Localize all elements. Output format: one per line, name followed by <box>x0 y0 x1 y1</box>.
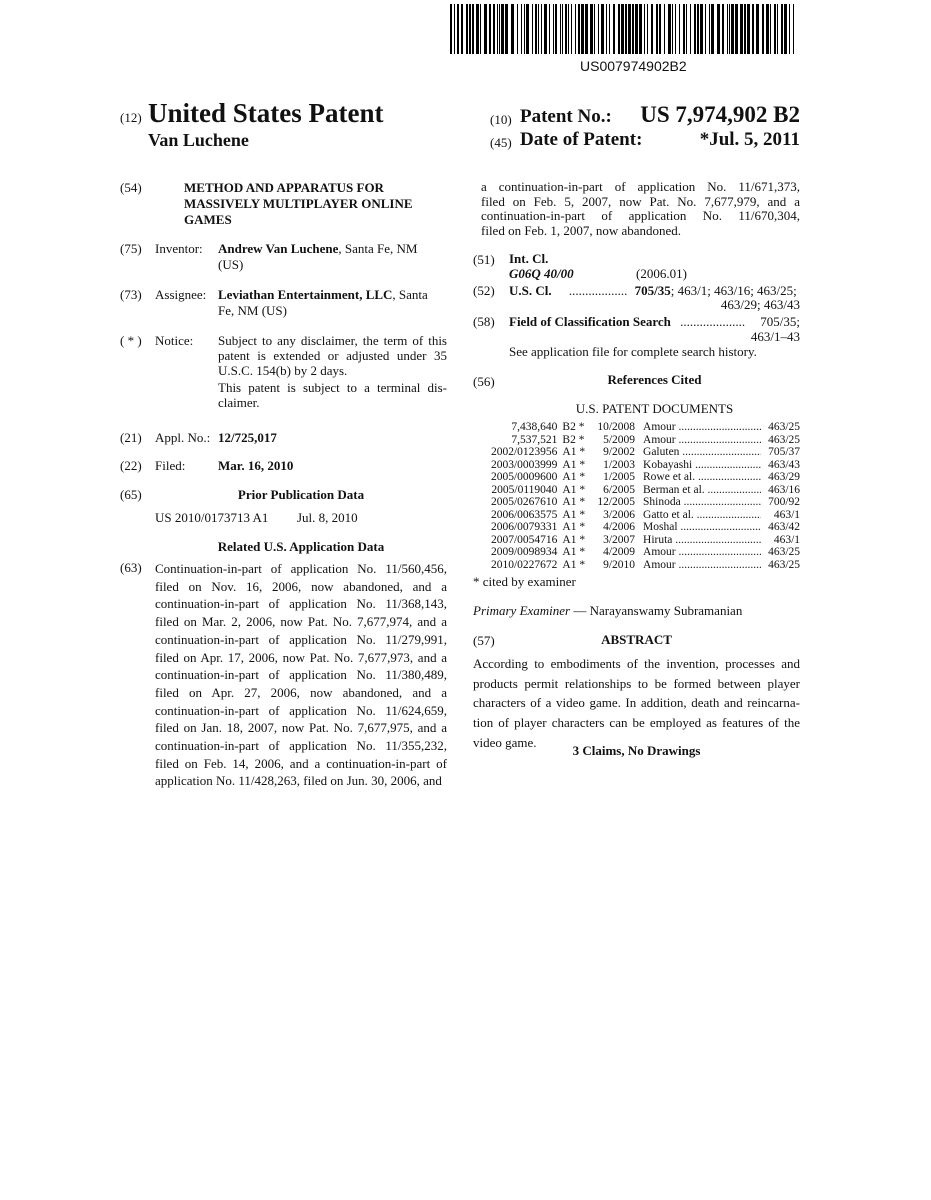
reference-doc-number: 2002/0123956 <box>474 446 557 459</box>
reference-classification: 463/25 <box>761 434 800 447</box>
text-line: continuation-in-part of application No. 11/279,991, <box>155 631 447 649</box>
reference-kind: A1 * <box>557 546 591 559</box>
reference-classification: 463/25 <box>761 546 800 559</box>
barcode-bar <box>532 4 533 54</box>
reference-row <box>474 421 800 434</box>
code-21: (21) <box>120 430 142 446</box>
reference-name: Hiruta ..... <box>635 534 761 547</box>
reference-kind: A1 * <box>557 496 591 509</box>
reference-classification: 463/29 <box>761 471 800 484</box>
barcode-bar <box>493 4 495 54</box>
barcode-bar <box>697 4 699 54</box>
reference-doc-number: 2003/0003999 <box>474 459 557 472</box>
claims-summary: 3 Claims, No Drawings <box>473 743 800 759</box>
examiner-label: Primary Examiner <box>473 603 570 618</box>
barcode-bar <box>766 4 769 54</box>
inventor-name: Andrew Van Luchene <box>218 241 338 256</box>
us-cl-dots: .................. <box>569 283 628 298</box>
barcode-bar <box>656 4 658 54</box>
reference-date: 10/2008 <box>592 421 635 434</box>
reference-kind: A1 * <box>557 484 591 497</box>
barcode-bar <box>457 4 459 54</box>
barcode-bar <box>683 4 685 54</box>
barcode-bar <box>635 4 638 54</box>
int-cl-code: G06Q 40/00 <box>509 266 574 282</box>
reference-kind: A1 * <box>557 509 591 522</box>
barcode-bar <box>526 4 529 54</box>
barcode-bar <box>601 4 604 54</box>
reference-doc-number: 2005/0119040 <box>474 484 557 497</box>
barcode-bar <box>711 4 714 54</box>
barcode-bar <box>632 4 634 54</box>
reference-classification: 463/43 <box>761 459 800 472</box>
barcode <box>450 4 800 54</box>
text-line: continuation-in-part of application No. 11/380,489, <box>155 666 447 684</box>
barcode-bar <box>777 4 778 54</box>
barcode-bar <box>541 4 542 54</box>
appl-no: 12/725,017 <box>218 430 277 446</box>
related-applications-text <box>155 560 447 790</box>
code-63: (63) <box>120 560 142 576</box>
barcode-bar <box>450 4 452 54</box>
notice-label: Notice: <box>155 333 193 349</box>
barcode-bar <box>647 4 648 54</box>
reference-kind: B2 * <box>557 434 591 447</box>
text-line: filed on Apr. 17, 2006, now Pat. No. 7,677,973, and a <box>155 649 447 667</box>
barcode-bar <box>793 4 794 54</box>
reference-classification: 463/1 <box>761 509 800 522</box>
barcode-bar <box>613 4 615 54</box>
barcode-bar <box>594 4 595 54</box>
invention-title <box>184 180 413 228</box>
barcode-bar <box>560 4 561 54</box>
filed-date: Mar. 16, 2010 <box>218 458 293 474</box>
barcode-bar <box>625 4 627 54</box>
reference-kind: A1 * <box>557 534 591 547</box>
text-line: tion of player characters can be employed as features of the <box>473 713 800 733</box>
code-54: (54) <box>120 180 142 196</box>
barcode-bar <box>735 4 738 54</box>
barcode-bar <box>675 4 676 54</box>
us-cl-line2: 463/29; 463/43 <box>721 297 800 313</box>
barcode-bar <box>535 4 537 54</box>
reference-name: Shinoda ..... <box>635 496 761 509</box>
text-line: This patent is subject to a terminal dis- <box>218 380 447 395</box>
text-line: claimer. <box>218 395 447 410</box>
text-line: METHOD AND APPARATUS FOR <box>184 180 413 196</box>
barcode-number: US007974902B2 <box>580 58 687 74</box>
barcode-bar <box>694 4 696 54</box>
text-line: patent is extended or adjusted under 35 <box>218 348 447 363</box>
reference-name: Gatto et al. ..... <box>635 509 761 522</box>
barcode-bar <box>461 4 463 54</box>
barcode-bar <box>555 4 557 54</box>
barcode-bar <box>639 4 642 54</box>
barcode-bar <box>517 4 518 54</box>
barcode-bar <box>499 4 500 54</box>
code-45: (45) <box>490 135 512 151</box>
date-label: Date of Patent: <box>520 129 642 151</box>
reference-classification: 705/37 <box>761 446 800 459</box>
reference-classification: 463/16 <box>761 484 800 497</box>
notice-text <box>218 333 447 378</box>
field-search <box>509 314 745 330</box>
reference-kind: A1 * <box>557 521 591 534</box>
examiner-name: — Narayanswamy Subramanian <box>573 603 742 618</box>
reference-row <box>474 521 800 534</box>
text-line: According to embodiments of the invention, processes and <box>473 654 800 674</box>
int-cl-label: Int. Cl. <box>509 251 548 267</box>
text-line: filed on Jan. 18, 2007, now Pat. No. 7,677,975, and a <box>155 719 447 737</box>
text-line: U.S.C. 154(b) by 2 days. <box>218 363 447 378</box>
us-patent-documents-heading: U.S. PATENT DOCUMENTS <box>509 401 800 417</box>
field-search-line2: 463/1–43 <box>751 329 800 345</box>
primary-examiner <box>473 603 742 619</box>
cited-by-examiner-note: * cited by examiner <box>473 574 576 590</box>
filed-label: Filed: <box>155 458 185 474</box>
continuation-text <box>481 180 800 239</box>
inventor-field <box>218 241 418 273</box>
reference-date: 3/2007 <box>592 534 635 547</box>
barcode-bar <box>722 4 724 54</box>
reference-kind: B2 * <box>557 421 591 434</box>
reference-date: 4/2009 <box>592 546 635 559</box>
reference-name: Kobayashi ..... <box>635 459 761 472</box>
prior-publication-date: Jul. 8, 2010 <box>297 510 358 526</box>
barcode-bar <box>480 4 481 54</box>
barcode-bar <box>690 4 691 54</box>
text-line: video game. <box>473 733 800 753</box>
patent-date: *Jul. 5, 2011 <box>700 129 800 151</box>
barcode-bar <box>472 4 474 54</box>
field-search-value: 705/35; <box>760 314 800 330</box>
barcode-bar <box>727 4 728 54</box>
assignee-location-2: Fe, NM (US) <box>218 303 287 318</box>
reference-classification: 700/92 <box>761 496 800 509</box>
reference-date: 9/2002 <box>592 446 635 459</box>
barcode-bar <box>770 4 771 54</box>
barcode-bar <box>524 4 525 54</box>
reference-doc-number: 2006/0063575 <box>474 509 557 522</box>
reference-date: 12/2005 <box>592 496 635 509</box>
reference-row <box>474 434 800 447</box>
patent-no-label: Patent No.: <box>520 106 612 128</box>
assignee-field <box>218 287 428 319</box>
code-57: (57) <box>473 633 495 649</box>
reference-kind: A1 * <box>557 446 591 459</box>
barcode-bar <box>762 4 764 54</box>
prior-publication-heading: Prior Publication Data <box>155 487 447 503</box>
barcode-bar <box>740 4 743 54</box>
reference-name: Moshal ..... <box>635 521 761 534</box>
barcode-bar <box>672 4 673 54</box>
field-search-label: Field of Classification Search <box>509 314 671 329</box>
code-65: (65) <box>120 487 142 503</box>
patent-front-page <box>0 0 931 1200</box>
text-line: Subject to any disclaimer, the term of this <box>218 333 447 348</box>
code-56: (56) <box>473 374 495 390</box>
text-line: MASSIVELY MULTIPLAYER ONLINE <box>184 196 413 212</box>
code-52: (52) <box>473 283 495 299</box>
reference-name: Amour ..... <box>635 434 761 447</box>
search-history-note: See application file for complete search history. <box>509 344 757 360</box>
text-line: application No. 11/428,263, filed on Jun. 30, 2006, and <box>155 772 447 790</box>
barcode-bar <box>521 4 522 54</box>
appl-no-label: Appl. No.: <box>155 430 210 446</box>
barcode-bar <box>469 4 471 54</box>
barcode-bar <box>731 4 734 54</box>
us-cl-rest: ; 463/1; 463/16; 463/25; <box>671 283 797 298</box>
barcode-bar <box>568 4 569 54</box>
barcode-bar <box>651 4 653 54</box>
barcode-bar <box>565 4 567 54</box>
field-search-dots: .................... <box>680 314 745 329</box>
barcode-bar <box>549 4 550 54</box>
barcode-bar <box>606 4 607 54</box>
barcode-bar <box>585 4 588 54</box>
barcode-bar <box>774 4 776 54</box>
barcode-bar <box>659 4 661 54</box>
text-line: filed on Apr. 27, 2006, now abandoned, and a <box>155 684 447 702</box>
text-line: characters of a video game. In addition, death and reincarna- <box>473 693 800 713</box>
int-cl-year: (2006.01) <box>636 266 687 282</box>
barcode-bar <box>497 4 498 54</box>
barcode-bar <box>609 4 610 54</box>
reference-date: 4/2006 <box>592 521 635 534</box>
barcode-bar <box>581 4 584 54</box>
barcode-bar <box>752 4 754 54</box>
reference-row <box>474 446 800 459</box>
reference-row <box>474 534 800 547</box>
assignee-label: Assignee: <box>155 287 206 303</box>
reference-date: 3/2006 <box>592 509 635 522</box>
barcode-bar <box>538 4 539 54</box>
barcode-bar <box>784 4 787 54</box>
reference-doc-number: 7,537,521 <box>474 434 557 447</box>
reference-name: Galuten ..... <box>635 446 761 459</box>
barcode-bar <box>618 4 620 54</box>
inventor-country: (US) <box>218 257 243 272</box>
code-58: (58) <box>473 314 495 330</box>
barcode-bar <box>578 4 580 54</box>
barcode-bar <box>747 4 750 54</box>
barcode-bar <box>575 4 576 54</box>
code-51: (51) <box>473 252 495 268</box>
reference-doc-number: 2010/0227672 <box>474 559 557 572</box>
assignee-location: , Santa <box>392 287 427 302</box>
text-line: continuation-in-part of application No. 11/624,659, <box>155 702 447 720</box>
barcode-bar <box>505 4 508 54</box>
barcode-bar <box>454 4 455 54</box>
text-line: products permit relationships to be formed between player <box>473 674 800 694</box>
code-12: (12) <box>120 110 142 126</box>
barcode-bar <box>562 4 563 54</box>
reference-date: 6/2005 <box>592 484 635 497</box>
barcode-bar <box>679 4 680 54</box>
reference-name: Berman et al. ..... <box>635 484 761 497</box>
code-22: (22) <box>120 458 142 474</box>
barcode-bar <box>466 4 468 54</box>
inventor-location: , Santa Fe, NM <box>338 241 417 256</box>
reference-name: Rowe et al. ..... <box>635 471 761 484</box>
code-10: (10) <box>490 112 512 128</box>
related-data-heading: Related U.S. Application Data <box>155 539 447 555</box>
barcode-bar <box>644 4 645 54</box>
code-73: (73) <box>120 287 142 303</box>
barcode-bar <box>744 4 746 54</box>
reference-row <box>474 559 800 572</box>
barcode-bar <box>664 4 665 54</box>
reference-kind: A1 * <box>557 559 591 572</box>
text-line: filed on Feb. 14, 2006, and a continuation-in-part of <box>155 755 447 773</box>
reference-row <box>474 509 800 522</box>
code-75: (75) <box>120 241 142 257</box>
barcode-bar <box>789 4 790 54</box>
assignee-name: Leviathan Entertainment, LLC <box>218 287 392 302</box>
reference-name: Amour ..... <box>635 421 761 434</box>
text-line: a continuation-in-part of application No. 11/671,373, <box>481 180 800 195</box>
reference-doc-number: 2005/0009600 <box>474 471 557 484</box>
barcode-bar <box>621 4 624 54</box>
reference-doc-number: 7,438,640 <box>474 421 557 434</box>
barcode-bar <box>709 4 710 54</box>
reference-name: Amour ..... <box>635 559 761 572</box>
reference-date: 1/2003 <box>592 459 635 472</box>
reference-row <box>474 546 800 559</box>
reference-classification: 463/42 <box>761 521 800 534</box>
text-line: continuation-in-part of application No. 11/368,143, <box>155 595 447 613</box>
barcode-bar <box>501 4 504 54</box>
barcode-bar <box>571 4 572 54</box>
prior-publication-number: US 2010/0173713 A1 <box>155 510 268 526</box>
reference-row <box>474 471 800 484</box>
reference-date: 5/2009 <box>592 434 635 447</box>
reference-row <box>474 459 800 472</box>
references-heading: References Cited <box>509 372 800 388</box>
barcode-bar <box>590 4 593 54</box>
text-line: GAMES <box>184 212 413 228</box>
reference-date: 1/2005 <box>592 471 635 484</box>
reference-doc-number: 2009/0098934 <box>474 546 557 559</box>
text-line: continuation-in-part of application No. 11/355,232, <box>155 737 447 755</box>
barcode-bar <box>729 4 730 54</box>
reference-classification: 463/1 <box>761 534 800 547</box>
reference-doc-number: 2005/0267610 <box>474 496 557 509</box>
patent-number: US 7,974,902 B2 <box>640 102 800 128</box>
terminal-disclaimer-text <box>218 380 447 410</box>
barcode-bar <box>700 4 703 54</box>
barcode-bar <box>511 4 514 54</box>
barcode-bar <box>553 4 554 54</box>
reference-kind: A1 * <box>557 471 591 484</box>
reference-row <box>474 496 800 509</box>
abstract-text <box>473 654 800 753</box>
inventor-short: Van Luchene <box>148 130 249 151</box>
barcode-bar <box>476 4 479 54</box>
inventor-label: Inventor: <box>155 241 203 257</box>
reference-name: Amour ..... <box>635 546 761 559</box>
reference-classification: 463/25 <box>761 559 800 572</box>
barcode-bar <box>686 4 687 54</box>
references-table <box>474 421 800 571</box>
reference-doc-number: 2007/0054716 <box>474 534 557 547</box>
reference-doc-number: 2006/0079331 <box>474 521 557 534</box>
barcode-bar <box>489 4 491 54</box>
text-line: continuation-in-part of application No. 11/670,304, <box>481 209 800 224</box>
text-line: filed on Feb. 1, 2007, now abandoned. <box>481 224 800 239</box>
text-line: Continuation-in-part of application No. 11/560,456, <box>155 560 447 578</box>
reference-date: 9/2010 <box>592 559 635 572</box>
us-cl-main: 705/35 <box>635 283 671 298</box>
text-line: filed on Mar. 2, 2006, now Pat. No. 7,677,974, and a <box>155 613 447 631</box>
barcode-bar <box>781 4 783 54</box>
reference-row <box>474 484 800 497</box>
barcode-bar <box>756 4 759 54</box>
barcode-bar <box>484 4 487 54</box>
barcode-bar <box>705 4 706 54</box>
barcode-bar <box>628 4 631 54</box>
barcode-bar <box>668 4 671 54</box>
reference-kind: A1 * <box>557 459 591 472</box>
code-notice: ( * ) <box>120 333 142 349</box>
us-cl-label: U.S. Cl. <box>509 283 552 298</box>
barcode-bar <box>544 4 547 54</box>
text-line: filed on Nov. 16, 2006, now abandoned, and a <box>155 578 447 596</box>
reference-classification: 463/25 <box>761 421 800 434</box>
document-type: United States Patent <box>148 98 383 129</box>
abstract-heading: ABSTRACT <box>473 632 800 648</box>
barcode-bar <box>598 4 599 54</box>
text-line: filed on Feb. 5, 2007, now Pat. No. 7,677,979, and a <box>481 195 800 210</box>
barcode-bar <box>717 4 720 54</box>
